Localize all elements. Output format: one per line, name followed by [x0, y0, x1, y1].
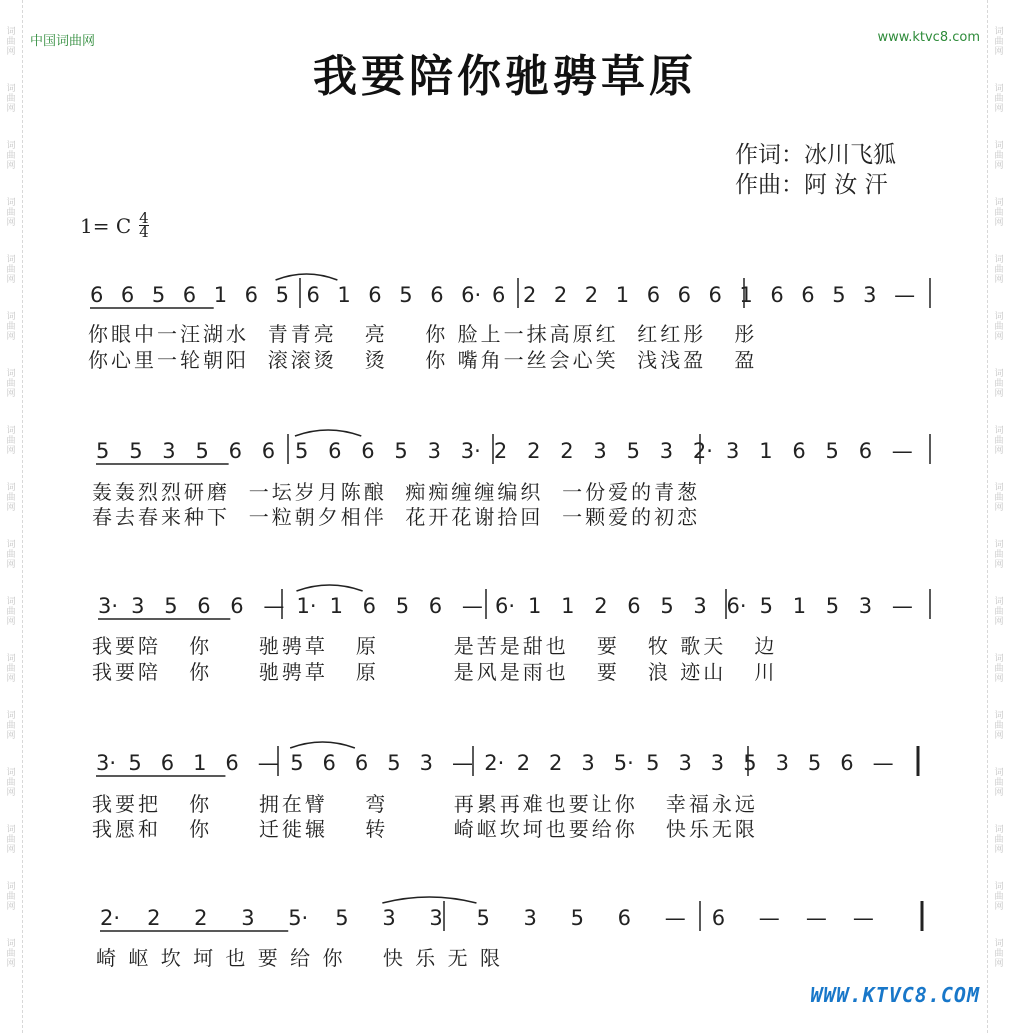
note: 5 [164, 594, 178, 618]
watermark-text: 词曲网 [994, 369, 1004, 399]
slur [276, 274, 338, 280]
note: 3 [726, 439, 740, 463]
note: 1 [615, 283, 630, 307]
watermark-text: 词曲网 [6, 312, 16, 342]
note: 5 [832, 283, 846, 307]
note: — [664, 906, 686, 930]
note: 5· [613, 751, 634, 775]
note: 6 [368, 283, 382, 307]
note: — [805, 906, 827, 930]
watermark-text: 词曲网 [6, 597, 16, 627]
slur [382, 897, 476, 903]
note: 6· [495, 594, 516, 618]
watermark-text: 词曲网 [994, 198, 1004, 228]
note: 6 [858, 439, 873, 463]
lyricist-credit: 作词：冰川飞狐 [735, 142, 896, 168]
watermark-text: 词曲网 [994, 597, 1004, 627]
note: 5 [96, 439, 110, 463]
lyric-line: 我愿和 你 迁徙辗 转 崎岖坎坷也要给你 快乐无限 [92, 817, 758, 841]
note: 5 [825, 439, 839, 463]
watermark-text: 词曲网 [6, 255, 16, 285]
lyric-line: 春去春来种下 一粒朝夕相伴 花开花谢拾回 一颗爱的初恋 [92, 505, 701, 529]
note: 1 [759, 439, 773, 463]
note: 5 [646, 751, 660, 775]
note: 3 [581, 751, 595, 775]
lyric-line: 我要陪 你 驰骋草 原 是苦是甜也 要 牧 歌天 边 [92, 634, 778, 658]
note: 3 [775, 751, 789, 775]
note: 5 [743, 751, 757, 775]
watermark-text: 词曲网 [994, 882, 1004, 912]
note: 6 [677, 283, 691, 307]
watermark-text: 词曲网 [994, 84, 1004, 114]
note: 1 [213, 283, 228, 307]
note: 3 [659, 439, 674, 463]
watermark-text: 词曲网 [6, 711, 16, 741]
watermark-text: 词曲网 [6, 825, 16, 855]
note: 6 [322, 751, 336, 775]
note: 2 [516, 751, 531, 775]
note: 6 [230, 594, 244, 618]
note: 5 [660, 594, 674, 618]
watermark-text: 词曲网 [994, 483, 1004, 513]
note: 3 [678, 751, 692, 775]
watermark-text: 词曲网 [6, 939, 16, 969]
watermark-text: 词曲网 [6, 141, 16, 171]
note: 6 [225, 751, 239, 775]
note: 5 [399, 283, 413, 307]
note: 5 [570, 906, 584, 930]
time-signature-bottom: 4 [139, 223, 149, 241]
note: 2 [594, 594, 608, 618]
note: 3· [98, 594, 119, 618]
site-name-left[interactable]: 中国词曲网 [30, 34, 96, 49]
note: 6 [708, 283, 722, 307]
key-label: 1= C [80, 213, 132, 238]
note: 6 [182, 283, 197, 307]
watermark-text: 词曲网 [994, 825, 1004, 855]
note: 6 [646, 283, 661, 307]
note: 5 [394, 439, 408, 463]
note: 3 [241, 906, 255, 930]
lyric-line: 崎 岖 坎 坷 也 要 给 你 快 乐 无 限 [96, 946, 504, 970]
note: — [461, 594, 483, 618]
lyric-line: 轰轰烈烈研磨 一坛岁月陈酿 痴痴缠缠编织 一份爱的青葱 [92, 480, 701, 504]
note: 5 [759, 594, 773, 618]
watermark-text: 词曲网 [994, 312, 1004, 342]
note: 6 [306, 283, 320, 307]
note: 6 [711, 906, 726, 930]
note: 6· [726, 594, 747, 618]
note: 2 [194, 906, 208, 930]
note: 6 [90, 283, 104, 307]
song-title: 我要陪你驰骋草原 [313, 51, 697, 102]
watermark-text: 词曲网 [994, 141, 1004, 171]
watermark-text: 词曲网 [6, 369, 16, 399]
note: 5 [387, 751, 401, 775]
lyric-line: 你眼中一汪湖水 青青亮 亮 你 脸上一抹高原红 红红彤 彤 [88, 322, 758, 346]
note: 2· [100, 906, 121, 930]
watermark-text: 词曲网 [994, 768, 1004, 798]
note: — [263, 594, 285, 618]
note: 5 [825, 594, 840, 618]
watermark-text: 词曲网 [6, 654, 16, 684]
note: — [257, 751, 279, 775]
note: 3 [858, 594, 873, 618]
note: 5 [128, 751, 142, 775]
note: — [894, 283, 916, 307]
note: 5 [129, 439, 143, 463]
watermark-text: 词曲网 [6, 483, 16, 513]
note: 6 [840, 751, 854, 775]
note: 1· [296, 594, 317, 618]
note: 1 [561, 594, 575, 618]
watermark-text: 词曲网 [6, 540, 16, 570]
note: 6 [617, 906, 631, 930]
composer-credit: 作曲：阿 汝 汗 [735, 172, 888, 198]
note: 1 [528, 594, 542, 618]
note: 3· [460, 439, 481, 463]
note: 6 [362, 594, 376, 618]
note: 3 [162, 439, 176, 463]
watermark-text: 词曲网 [994, 426, 1004, 456]
time-signature-top: 4 [139, 209, 149, 227]
note: 3 [693, 594, 707, 618]
note: 6· [461, 283, 482, 307]
note: 6 [770, 283, 784, 307]
note: 6 [430, 283, 444, 307]
watermark-text: 词曲网 [994, 255, 1004, 285]
note: 3 [710, 751, 725, 775]
note: 5 [395, 594, 410, 618]
note: 6 [228, 439, 242, 463]
note: 2 [549, 751, 563, 775]
note: 6 [328, 439, 342, 463]
note: 1 [193, 751, 207, 775]
note: — [452, 751, 473, 775]
note: — [758, 906, 780, 930]
watermark-text: 词曲网 [6, 426, 16, 456]
note: 3· [96, 751, 117, 775]
slur [295, 430, 361, 436]
note: 3 [427, 439, 441, 463]
note: 5· [288, 906, 309, 930]
note: 2 [553, 283, 568, 307]
watermark-text: 词曲网 [994, 540, 1004, 570]
watermark-text: 词曲网 [6, 27, 16, 57]
note: 6 [244, 283, 258, 307]
note: 5 [807, 751, 822, 775]
note: 6 [354, 751, 369, 775]
note: 2 [523, 283, 537, 307]
note: 2· [692, 439, 713, 463]
note: 6 [801, 283, 815, 307]
note: 5 [275, 283, 289, 307]
note: 6 [197, 594, 211, 618]
note: 2 [147, 906, 161, 930]
note: 5 [295, 439, 309, 463]
note: 2 [527, 439, 541, 463]
note: — [872, 751, 894, 775]
note: 6 [361, 439, 375, 463]
note: 6 [492, 283, 506, 307]
slur [296, 585, 362, 591]
note: 6 [160, 751, 175, 775]
note: 3 [382, 906, 396, 930]
note: 1 [329, 594, 343, 618]
note: 6 [428, 594, 443, 618]
note: 5 [290, 751, 304, 775]
note: 5 [476, 906, 490, 930]
slur [290, 742, 355, 748]
note: 5 [335, 906, 349, 930]
note: — [891, 594, 913, 618]
note: 6 [792, 439, 806, 463]
note: 3 [131, 594, 145, 618]
note: 5 [626, 439, 640, 463]
note: 6 [120, 283, 135, 307]
lyric-line: 我要陪 你 驰骋草 原 是风是雨也 要 浪 迹山 川 [92, 660, 778, 684]
watermark-text: 词曲网 [6, 768, 16, 798]
watermark-text: 词曲网 [994, 939, 1004, 969]
note: 2· [484, 751, 505, 775]
watermark-text: 词曲网 [994, 27, 1004, 57]
note: 2 [493, 439, 508, 463]
note: 6 [627, 594, 641, 618]
watermark-text: 词曲网 [6, 198, 16, 228]
note: 5 [195, 439, 209, 463]
note: 5 [151, 283, 166, 307]
note: 3 [429, 906, 443, 930]
note: 3 [593, 439, 607, 463]
note: 2 [584, 283, 599, 307]
note: 2 [560, 439, 574, 463]
watermark-text: 词曲网 [994, 654, 1004, 684]
note: 3 [863, 283, 877, 307]
lyric-line: 你心里一轮朝阳 滚滚烫 烫 你 嘴角一丝会心笑 浅浅盈 盈 [88, 348, 758, 372]
note: 6 [261, 439, 276, 463]
note: 3 [523, 906, 537, 930]
note: 3 [419, 751, 433, 775]
watermark-text: 词曲网 [994, 711, 1004, 741]
footer-site-logo[interactable]: WWW.KTVC8.COM [810, 983, 980, 1007]
watermark-text: 词曲网 [6, 84, 16, 114]
note: — [852, 906, 874, 930]
note: — [891, 439, 913, 463]
site-url-right[interactable]: www.ktvc8.com [877, 30, 980, 45]
note: 1 [739, 283, 753, 307]
watermark-text: 词曲网 [6, 882, 16, 912]
note: 1 [337, 283, 351, 307]
lyric-line: 我要把 你 拥在臂 弯 再累再难也要让你 幸福永远 [92, 792, 758, 816]
note: 1 [792, 594, 807, 618]
